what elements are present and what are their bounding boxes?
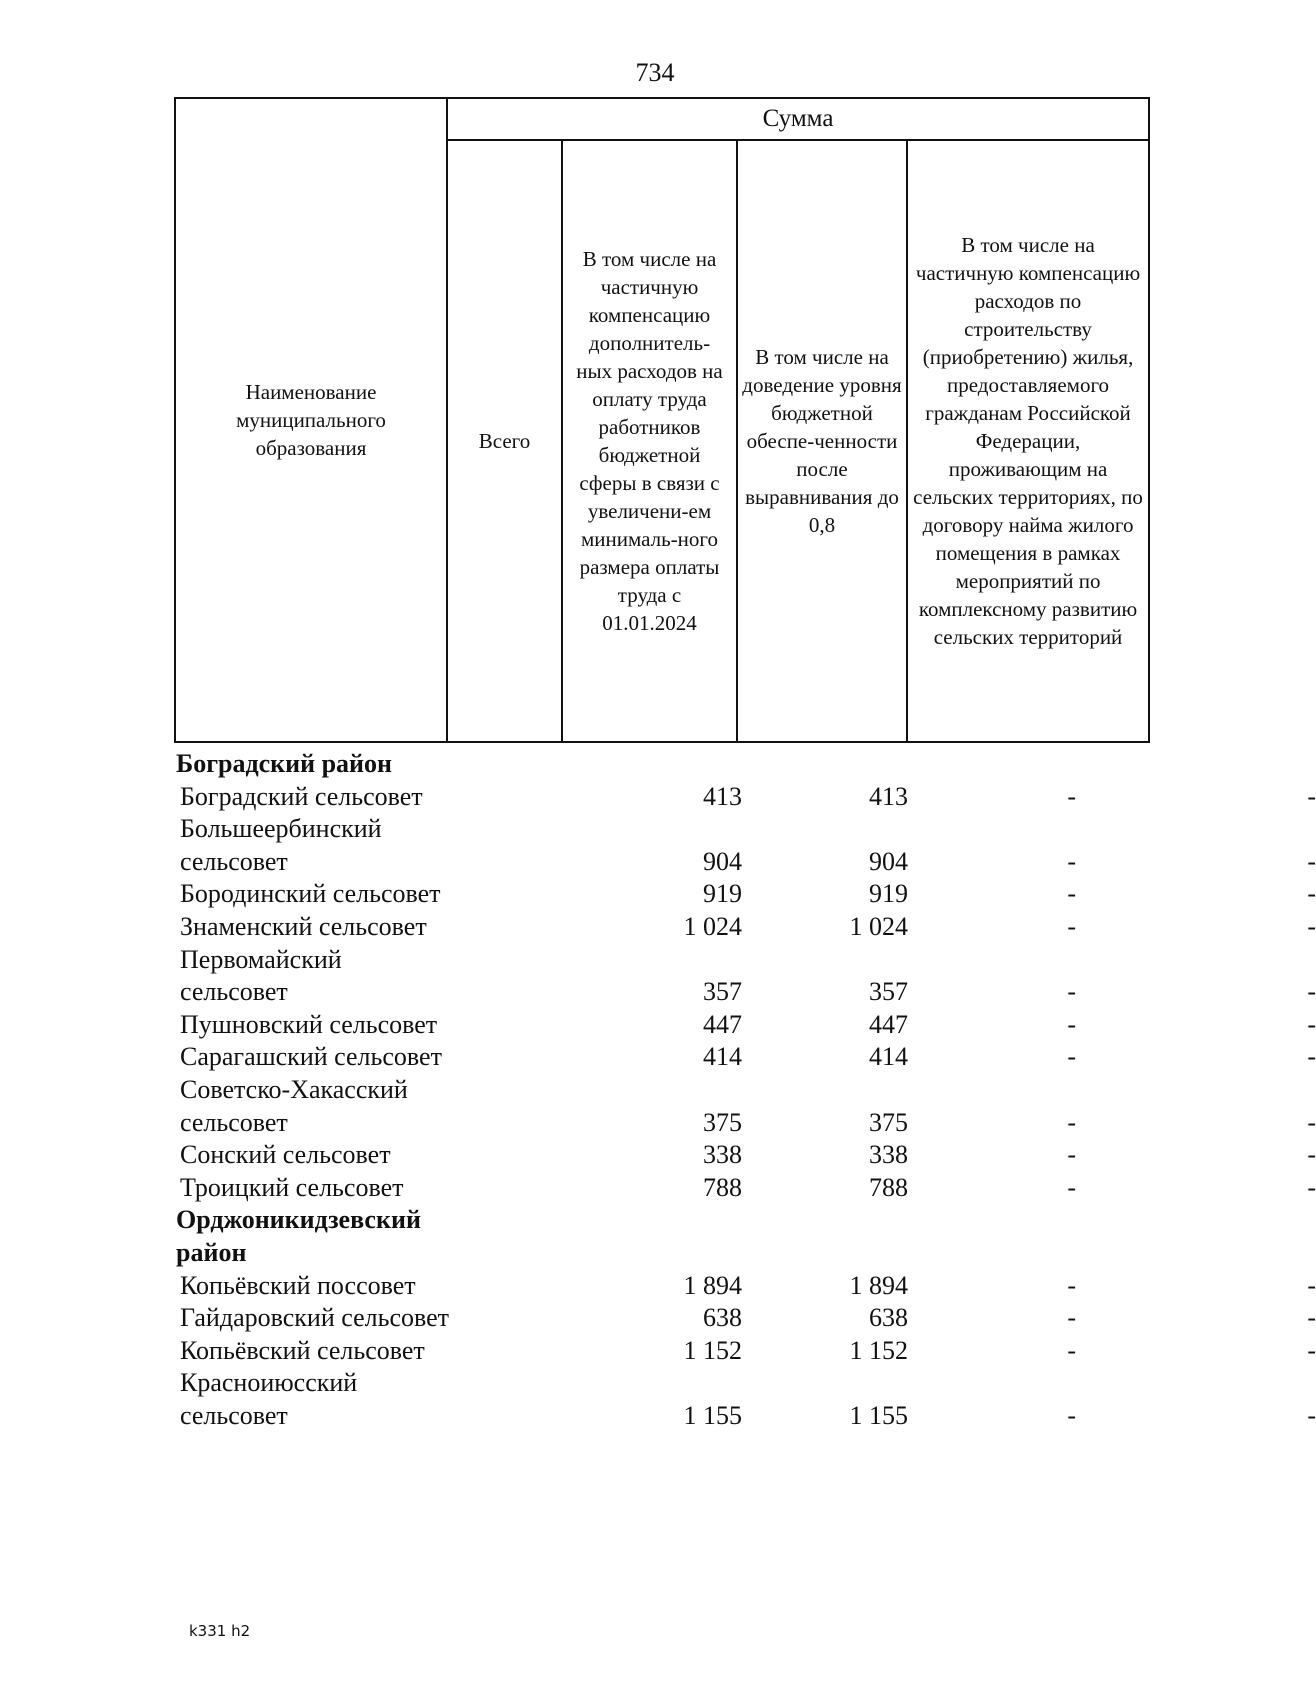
municipality-name: Первомайский сельсовет <box>180 944 342 1007</box>
municipality-name: Троицкий сельсовет <box>180 1172 404 1202</box>
level-value: - <box>1067 1400 1076 1430</box>
mrot-value: 904 <box>869 846 908 876</box>
table-row <box>176 1335 1316 1368</box>
table-row <box>176 1074 1316 1139</box>
municipality-name: Копьёвский поссовет <box>180 1270 416 1300</box>
municipality-name: Сонский сельсовет <box>180 1140 391 1170</box>
housing-value: - <box>1307 1107 1316 1137</box>
municipality-name: Копьёвский сельсовет <box>180 1335 425 1365</box>
municipality-name: Бородинский сельсовет <box>180 879 441 909</box>
housing-value: - <box>1307 1400 1316 1430</box>
mrot-value: 919 <box>869 879 908 909</box>
district-name: Орджоникидзевский район <box>176 1205 421 1267</box>
level-value: - <box>1067 1172 1076 1202</box>
total-value: 904 <box>703 846 742 876</box>
total-value: 638 <box>703 1303 742 1333</box>
table-row <box>176 944 1316 1009</box>
housing-value: - <box>1307 977 1316 1007</box>
mrot-value: 638 <box>869 1303 908 1333</box>
municipality-name: Сарагашский сельсовет <box>180 1042 442 1072</box>
column-header-total: Всего <box>447 140 562 742</box>
level-value: - <box>1067 1107 1076 1137</box>
document-code: k331 h2 <box>189 1622 251 1640</box>
table-row <box>176 911 1316 944</box>
level-value: - <box>1067 781 1076 811</box>
mrot-value: 357 <box>869 977 908 1007</box>
municipality-name: Пушновский сельсовет <box>180 1009 438 1039</box>
mrot-value: 447 <box>869 1009 908 1039</box>
mrot-value: 788 <box>869 1172 908 1202</box>
mrot-value: 1 155 <box>849 1400 908 1430</box>
column-header-housing: В том числе на частичную компенсацию расходов по строительству (приобретению) жилья, предоставляемого гражданам Российской Федерации, проживающим на сельских территориях, по договору найма жилого помещения в рамках мероприятий по комплексному развитию сельских территорий <box>907 140 1149 742</box>
district-heading-row <box>176 1204 1148 1269</box>
housing-value: - <box>1307 1042 1316 1072</box>
municipality-name: Советско-Хакасский сельсовет <box>180 1074 408 1137</box>
municipality-name: Гайдаровский сельсовет <box>180 1303 450 1333</box>
total-value: 1 024 <box>683 911 742 941</box>
column-header-level: В том числе на доведение уровня бюджетной обеспе-ченности после выравнивания до 0,8 <box>737 140 907 742</box>
table-header <box>174 97 1150 743</box>
district-name: Боградский район <box>176 749 393 778</box>
mrot-value: 1 152 <box>849 1335 908 1365</box>
total-value: 447 <box>703 1009 742 1039</box>
mrot-value: 1 894 <box>849 1270 908 1300</box>
level-value: - <box>1067 846 1076 876</box>
table-row <box>176 1139 1316 1172</box>
mrot-value: 413 <box>869 781 908 811</box>
level-value: - <box>1067 879 1076 909</box>
total-value: 413 <box>703 781 742 811</box>
total-value: 919 <box>703 879 742 909</box>
housing-value: - <box>1307 846 1316 876</box>
table-row <box>176 878 1316 911</box>
total-value: 338 <box>703 1140 742 1170</box>
mrot-value: 375 <box>869 1107 908 1137</box>
municipality-name: Большеербинский сельсовет <box>180 814 382 876</box>
column-header-name: Наименование муниципального образования <box>175 98 447 742</box>
level-value: - <box>1067 911 1076 941</box>
column-header-sum: Сумма <box>447 98 1149 140</box>
level-value: - <box>1067 1303 1076 1333</box>
table-row <box>176 1041 1316 1074</box>
level-value: - <box>1067 1140 1076 1170</box>
total-value: 414 <box>703 1042 742 1072</box>
page-number: 734 <box>635 58 675 87</box>
housing-value: - <box>1307 879 1316 909</box>
housing-value: - <box>1307 1335 1316 1365</box>
housing-value: - <box>1307 1009 1316 1039</box>
level-value: - <box>1067 1042 1076 1072</box>
total-value: 375 <box>703 1107 742 1137</box>
mrot-value: 338 <box>869 1140 908 1170</box>
table-row <box>176 1302 1316 1335</box>
district-heading-row <box>176 748 1148 781</box>
table-row <box>176 1172 1316 1205</box>
level-value: - <box>1067 1270 1076 1300</box>
column-header-mrot: В том числе на частичную компенсацию дополнитель-ных расходов на оплату труда работников бюджетной сферы в связи с увеличени-ем минималь-ного размера оплаты труда с 01.01.2024 <box>562 140 737 742</box>
municipality-name: Боградский сельсовет <box>180 781 423 811</box>
table-row <box>176 1270 1316 1303</box>
municipality-name: Знаменский сельсовет <box>180 911 427 941</box>
table-row <box>176 1009 1316 1042</box>
table-row <box>176 813 1316 878</box>
housing-value: - <box>1307 1303 1316 1333</box>
total-value: 1 894 <box>683 1270 742 1300</box>
table-row <box>176 1367 1316 1432</box>
total-value: 1 155 <box>683 1400 742 1430</box>
level-value: - <box>1067 977 1076 1007</box>
housing-value: - <box>1307 1172 1316 1202</box>
housing-value: - <box>1307 1140 1316 1170</box>
housing-value: - <box>1307 911 1316 941</box>
mrot-value: 1 024 <box>849 911 908 941</box>
level-value: - <box>1067 1335 1076 1365</box>
total-value: 788 <box>703 1172 742 1202</box>
level-value: - <box>1067 1009 1076 1039</box>
total-value: 357 <box>703 977 742 1007</box>
total-value: 1 152 <box>683 1335 742 1365</box>
housing-value: - <box>1307 781 1316 811</box>
table-body <box>176 748 1316 1432</box>
mrot-value: 414 <box>869 1042 908 1072</box>
municipality-name: Красноиюсский сельсовет <box>180 1368 358 1430</box>
table-row <box>176 781 1316 814</box>
housing-value: - <box>1307 1270 1316 1300</box>
